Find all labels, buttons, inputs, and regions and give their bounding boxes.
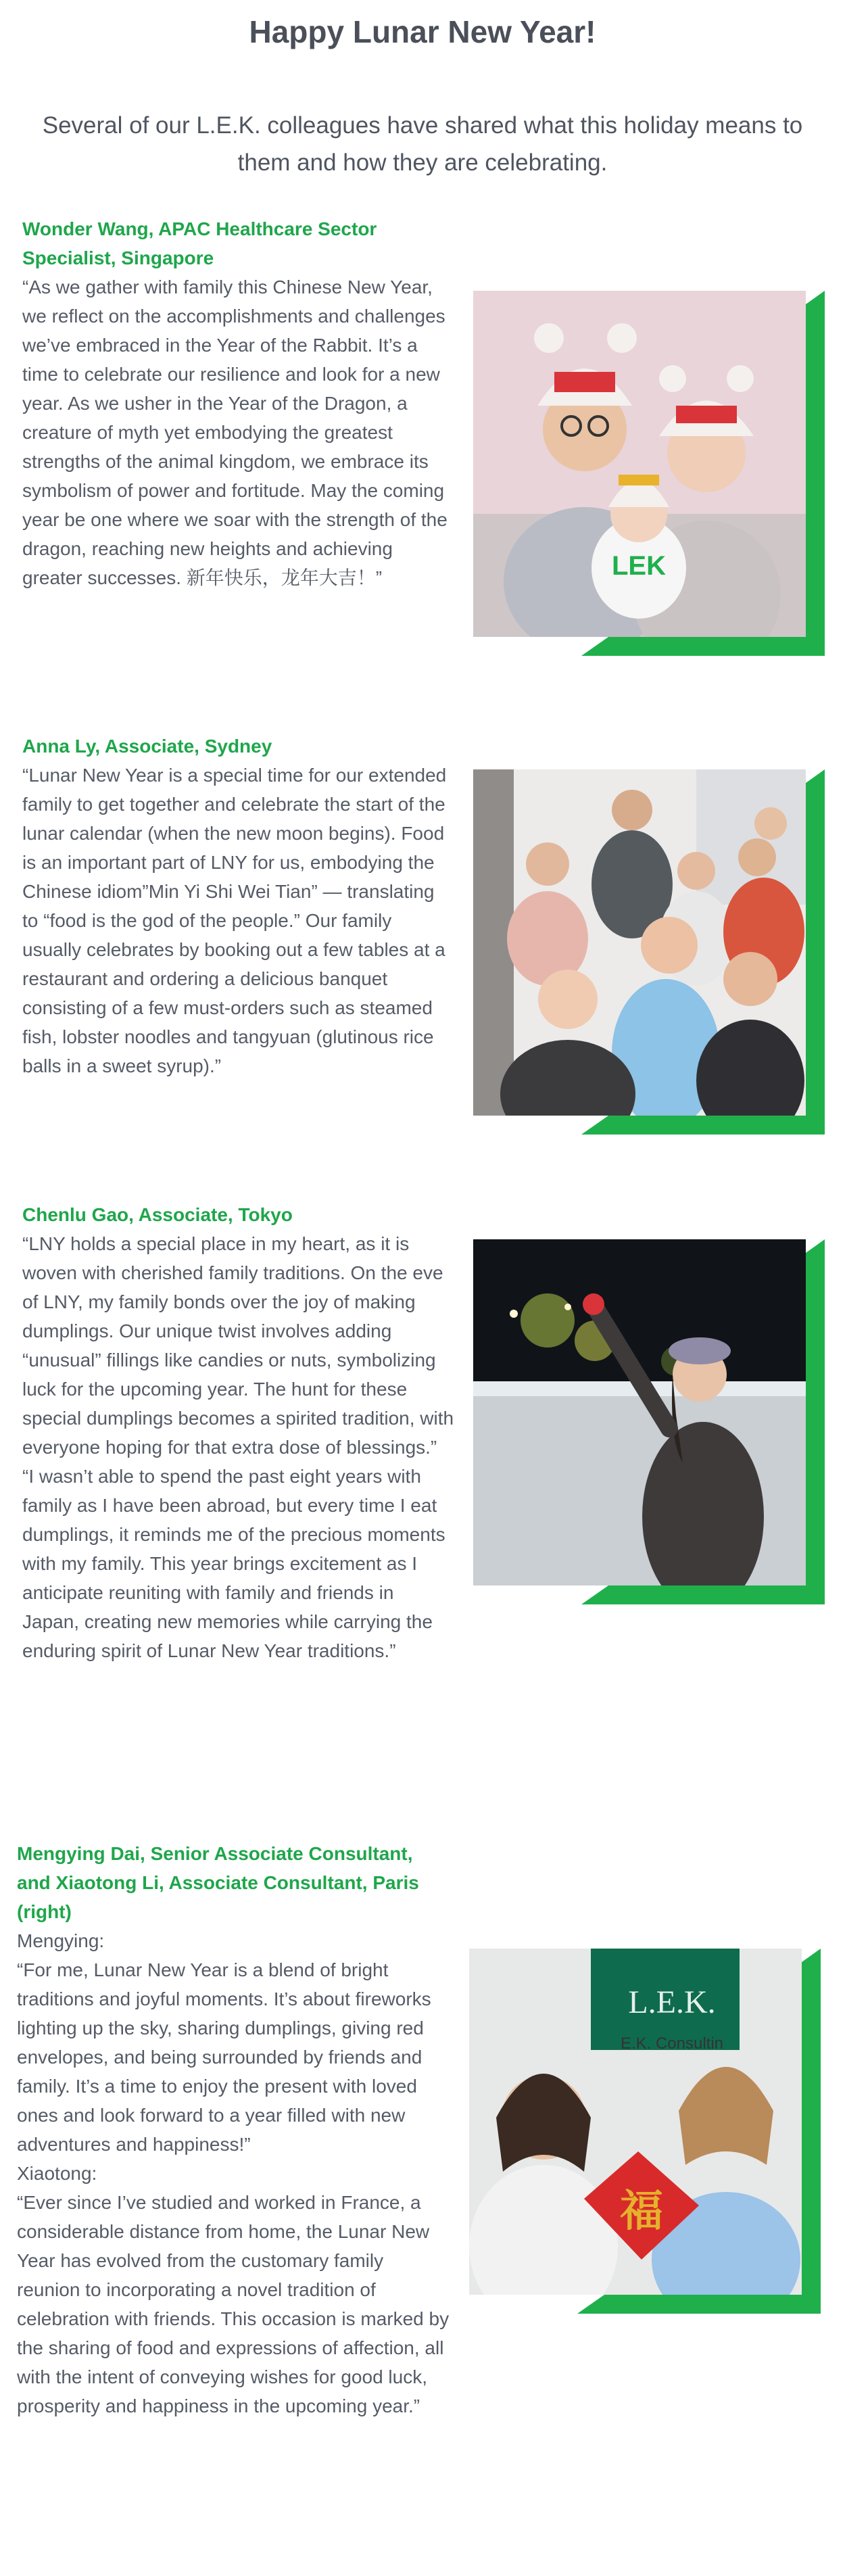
photo-sign-subtext: E.K. Consultin [620, 2034, 724, 2053]
section-anna-ly [22, 732, 455, 1080]
quote-paragraph: “Ever since I’ve studied and worked in France, a considerable distance from home, the Lunar New Year has evolved from the customary family reunion to incorporating a novel tradition of celebration with friends. This occasion is marked by the sharing of food and expressions of affection, all with the intent of conveying wishes for good luck, prosperity and happiness in the upcoming year.” [17, 2192, 450, 2416]
quote-text [22, 761, 455, 1080]
quote-paragraph: “Lunar New Year is a special time for our extended family to get together and celebrate the start of the lunar calendar (when the new moon begins). Food is an important part of LNY for us, embodying the Chinese idiom”Min Yi Shi Wei Tian” — translating to “food is the god of the people.” Our family usually celebrates by booking out a few tables at a restaurant and ordering a delicious banquet consisting of a few must-orders such as steamed fish, lobster noodles and tangyuan (glutinous rice balls in a sweet syrup).” [22, 765, 447, 1076]
colleague-name: Chenlu Gao, Associate, Tokyo [22, 1204, 293, 1225]
quote-paragraph: “As we gather with family this Chinese New Year, we reflect on the accomplishments and challenges we’ve embraced in the Year of the Rabbit. It’s a time to celebrate our resilience and look for a new year. As we usher in the Year of the Dragon, a creature of myth yet embodying the greatest strengths of the animal kingdom, we embrace its symbolism of power and fortitude. May the coming year be one where we soar with the strength of the dragon, reaching new heights and achieving greater successes. 新年快乐，龙年大吉！” [22, 277, 448, 588]
section-chenlu-gao [22, 1200, 455, 1665]
quote-text [22, 1229, 455, 1665]
colleague-name: Wonder Wang, APAC Healthcare Sector Specialist, Singapore [22, 218, 377, 268]
speaker-label: Mengying: [17, 1930, 105, 1951]
photo-office-fu-decoration [469, 1949, 802, 2295]
photo-sign-text: L.E.K. [628, 1984, 716, 2020]
section-mengying-xiaotong [17, 1839, 450, 2420]
colleague-name: Anna Ly, Associate, Sydney [22, 736, 272, 757]
page-title: Happy Lunar New Year! [249, 14, 596, 49]
photo-frame-mengying-xiaotong [469, 1949, 821, 2314]
photo-frame-wonder-wang [473, 291, 825, 656]
quote-text [17, 1926, 450, 2420]
photo-frame-anna-ly [473, 769, 825, 1135]
photo-fu-character: 福 [620, 2187, 663, 2237]
photo-frame-chenlu-gao [473, 1239, 825, 1604]
quote-paragraph: “LNY holds a special place in my heart, as it is woven with cherished family traditions. On the eve of LNY, my family bonds over the joy of making dumplings. Our unique twist involves adding “unusual” fillings like candies or nuts, symbolizing luck for the upcoming year. The hunt for these special dumplings becomes a spirited tradition, with everyone hoping for that extra dose of blessings.” [22, 1233, 454, 1458]
quote-paragraph: “I wasn’t able to spend the past eight years with family as I have been abroad, but every time I eat dumplings, it reminds me of the precious moments with my family. This year brings excitement as I anticipate reuniting with family and friends in Japan, creating new memories while carrying the enduring spirit of Lunar New Year traditions.” [22, 1466, 445, 1661]
quote-text [22, 272, 455, 592]
photo-family-lion-hats [473, 291, 806, 637]
photo-family-group-selfie [473, 769, 806, 1116]
section-wonder-wang [22, 214, 455, 592]
quote-paragraph: “For me, Lunar New Year is a blend of bright traditions and joyful moments. It’s about fireworks lighting up the sky, sharing dumplings, giving red envelopes, and being surrounded by friends and family. It’s a time to enjoy the present with loved ones and look forward to a year filled with new adventures and happiness!” [17, 1959, 431, 2155]
speaker-label: Xiaotong: [17, 2163, 97, 2184]
photo-ice-rink-night [473, 1239, 806, 1585]
photo-shirt-text: LEK [612, 551, 666, 581]
colleague-name: Mengying Dai, Senior Associate Consultant, and Xiaotong Li, Associate Consultant, Paris (right) [17, 1843, 419, 1922]
intro-text: Several of our L.E.K. colleagues have shared what this holiday means to them and how they are celebrating. [42, 112, 803, 176]
